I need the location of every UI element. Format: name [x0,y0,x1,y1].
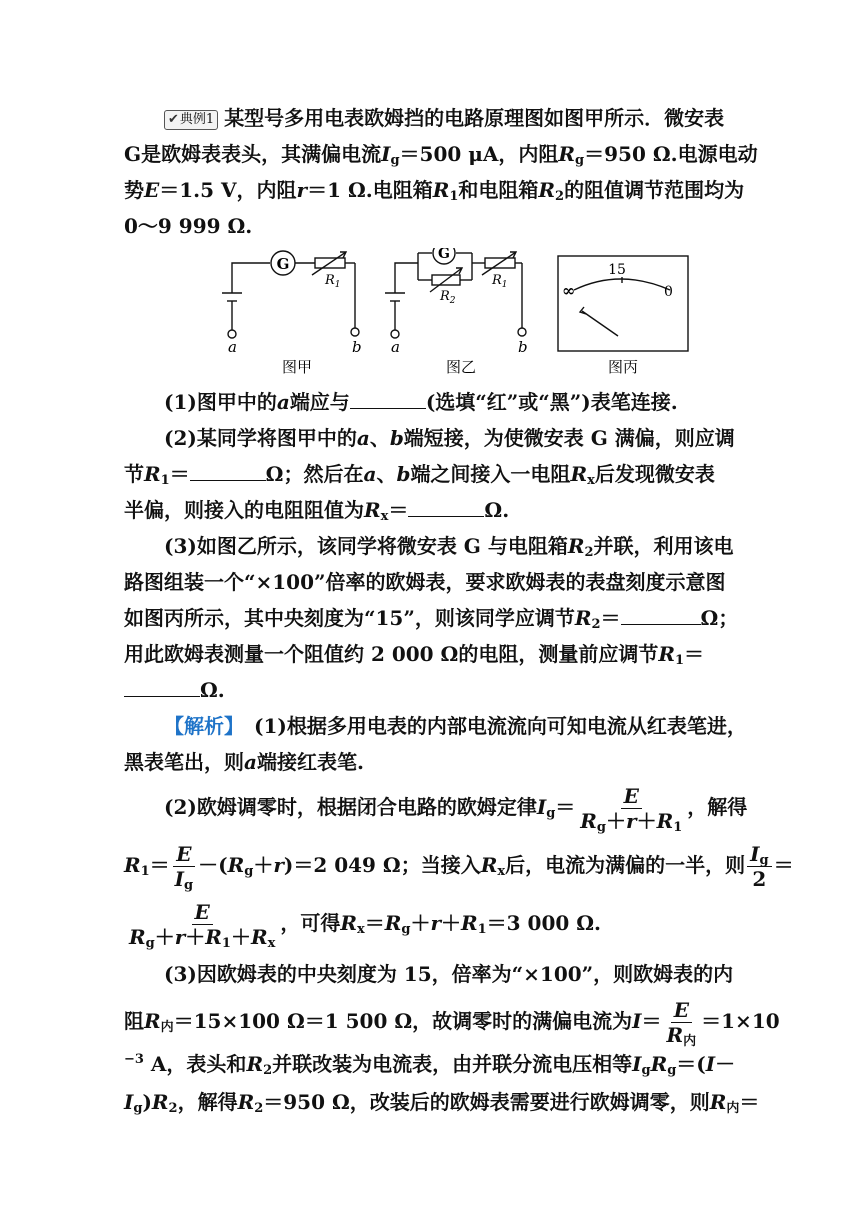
problem-line-4: 0～9 999 Ω. [124,214,253,238]
example-badge: ✔典例1 [164,110,218,130]
figures [200,248,700,382]
solution-line-4: $R_1=$ $\frac{E}{I_g}$ $-(R_g+r)=2$ 049 Ω；当接入$R_x$后，电流为满偏的一半，则 $\frac{I_g}{2}$ ＝ [124,842,794,893]
problem-line-2: G是欧姆表表头，其满偏电流$I_g=500$ μA，内阻$R_g=950$ Ω.电源电动 [124,142,758,168]
solution-line-6: (3)因欧姆表的中央刻度为 15，倍率为“×100”，则欧姆表的内 [164,962,734,986]
r2-label: $R_2$ [440,289,456,306]
question-1: (1)图甲中的a端应与 (选填“红”或“黑”)表笔连接. [164,384,738,420]
circuit-diagrams [200,248,700,378]
terminal-b: b [352,338,362,356]
dial-zero-label: 0 [664,284,673,300]
question-2-line-1: (2)某同学将图甲中的a、b端短接，为使微安表 G 满偏，则应调 [164,426,735,450]
solution-line-5: $\frac{E}{R_g+r+R_1+R_x}$ ，可得$R_x=R_g+r+R_1=3$ 000 Ω. [124,896,738,950]
dial-infinity-label: ∞ [562,281,576,300]
check-icon: ✔ [168,112,179,127]
question-3-line-1: (3)如图乙所示，该同学将微安表 G 与电阻箱$R_2$并联，利用该电 [164,534,734,560]
meter-g-label-2: G [438,248,450,262]
caption-yi: 图乙 [446,358,477,376]
solution-line-9: $I_g)R_2$，解得$R_2=950$ Ω，改装后的欧姆表需要进行欧姆调零，则$R_内=$ [124,1090,760,1116]
terminal-a: a [228,338,237,356]
answer-blank-3 [408,494,484,517]
question-3-line-4: 用此欧姆表测量一个阻值约 2 000 Ω的电阻，测量前应调节$R_1=$ [124,642,705,668]
question-2-line-2: 节$R_1= \Omega$；然后在a、b端之间接入一电阻$R_x$后发现微安表 [124,456,738,492]
solution-line-8: $^{-3}$ A，表头和$R_2$并联改装为电流表，由并联分流电压相等$I_gR_g=(I-$ [124,1052,736,1078]
problem-line-3: 势E＝1.5 V，内阻r＝1 Ω.电阻箱$R_1$和电阻箱$R_2$的阻值调节范围均为 [124,178,745,204]
answer-blank-5 [124,674,200,697]
r1-label: $R_1$ [325,273,341,290]
answer-blank-1 [350,386,426,409]
fraction-rx: $\frac{E}{R_g+r+R_1+R_x}$ [129,900,276,951]
question-3-line-2: 路图组装一个“×100”倍率的欧姆表，要求欧姆表的表盘刻度示意图 [124,570,726,594]
terminal-a-2: a [391,338,400,356]
caption-bing: 图丙 [608,358,639,376]
r1-label-2: $R_1$ [492,273,508,290]
answer-blank-2 [190,458,266,481]
dial-mid-label: 15 [608,262,626,278]
meter-g-label: G [276,255,290,273]
solution-line-1: 【解析】 (1)根据多用电表的内部电流流向可知电流从红表笔进， [164,714,747,738]
figure-yi [385,248,526,338]
caption-jia: 图甲 [282,358,313,376]
solution-line-7: 阻$R_内=15\times 100$ Ω＝1 500 Ω，故调零时的满偏电流为I＝ $\frac{E}{R_内}$ ＝1×10 [124,998,780,1049]
figure-jia [222,251,359,338]
fraction-ig: $\frac{E}{R_g+r+R_1}$ [580,784,683,835]
fraction-e-ig: $\frac{E}{I_g}$ [174,842,194,893]
solution-tag: 【解析】 [164,714,244,738]
question-2-line-3: 半偏，则接入的电阻阻值为$R_x= \Omega$. [124,492,738,528]
solution-line-2: 黑表笔出，则a端接红表笔. [124,750,364,774]
terminal-b-2: b [518,338,528,356]
question-3-line-3: 如图丙所示，其中央刻度为“15”，则该同学应调节$R_2= \Omega$； [124,600,738,636]
question-3-line-5: Ω. [124,672,738,708]
problem-line-1: ✔典例1 某型号多用电表欧姆挡的电路原理图如图甲所示．微安表 [164,100,738,136]
fraction-e-rnei: $\frac{E}{R_内}$ [666,998,697,1049]
solution-line-3: (2)欧姆调零时，根据闭合电路的欧姆定律$I_g=$ $\frac{E}{R_g+r+R_1}$ ，解得 [164,784,748,835]
fraction-ig-2: $\frac{I_g}{2}$ [747,842,771,891]
answer-blank-4 [621,602,701,625]
